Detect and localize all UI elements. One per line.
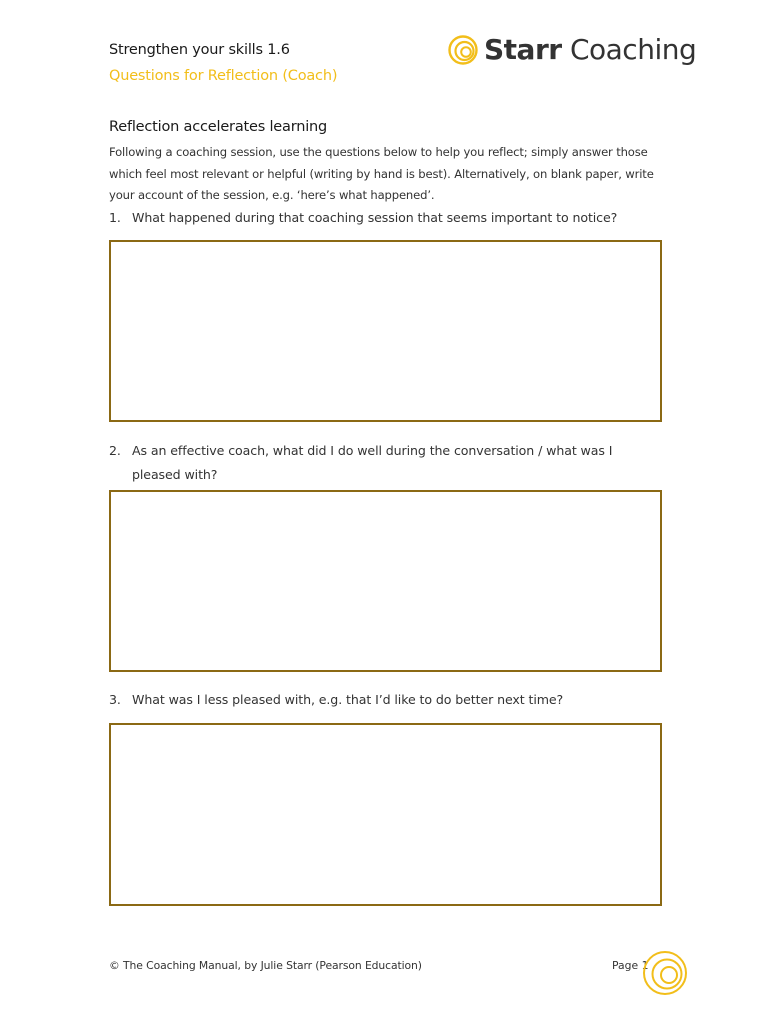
brand-name	[484, 33, 697, 66]
brand-logo	[447, 31, 696, 69]
answer-box-3[interactable]	[109, 723, 662, 906]
intro-paragraph: Following a coaching session, use the questions below to help you reflect; simply answer those which feel most relevant or helpful (writing by hand is best). Alternatively, on blank paper, write your account of the session, e.g. ‘here’s what happened’.	[109, 145, 654, 202]
question-number: 2.	[109, 443, 121, 458]
question-number: 3.	[109, 692, 121, 707]
question-text: As an effective coach, what did I do well during the conversation / what was I pleased with?	[132, 443, 613, 482]
page-number: Page 1	[612, 959, 649, 972]
brand-name-light: Coaching	[569, 33, 697, 66]
question-text: What was I less pleased with, e.g. that I’d like to do better next time?	[132, 692, 564, 707]
answer-box-2[interactable]	[109, 490, 662, 672]
question-number: 1.	[109, 210, 121, 225]
concentric-circles-logo-icon	[447, 34, 479, 66]
footer-circles-logo-icon	[641, 949, 689, 1001]
brand-name-bold: Starr	[484, 33, 562, 66]
document-title: Strengthen your skills 1.6	[109, 42, 290, 58]
question-3	[109, 688, 652, 712]
footer-copyright: © The Coaching Manual, by Julie Starr (Pearson Education)	[109, 959, 422, 972]
answer-box-1[interactable]	[109, 240, 662, 422]
section-heading: Reflection accelerates learning	[109, 119, 328, 135]
question-2	[109, 439, 652, 486]
document-subtitle: Questions for Reflection (Coach)	[109, 68, 338, 84]
question-1	[109, 206, 652, 230]
question-text: What happened during that coaching session that seems important to notice?	[132, 210, 618, 225]
